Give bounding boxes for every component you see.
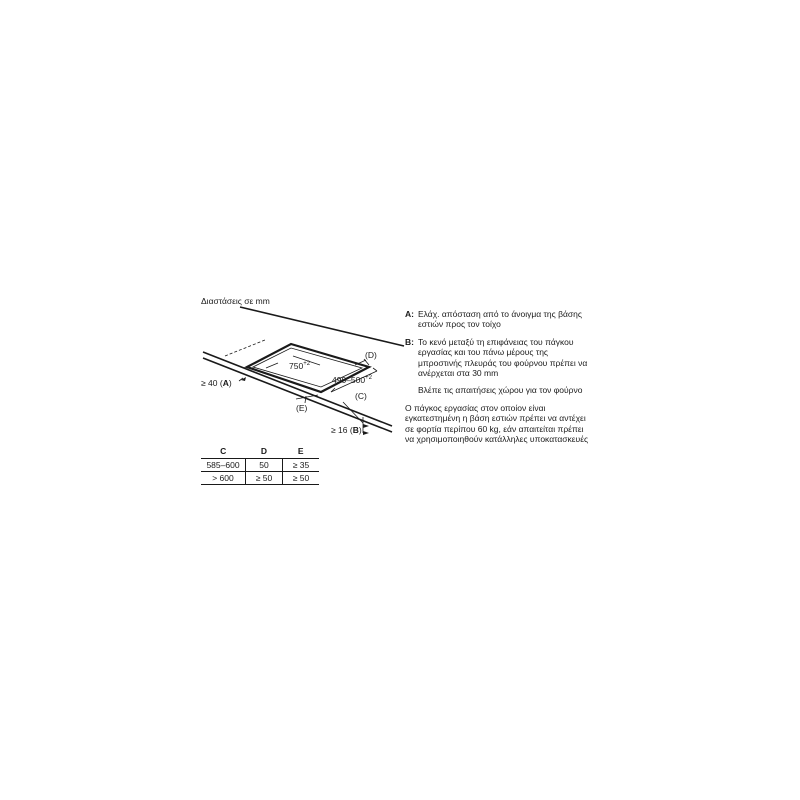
worktop-note: Ο πάγκος εργασίας στον οποίον είναι εγκατεστημένη η βάση εστιών πρέπει να αντέχει σε φορτία περίπου 60 kg, εάν απαιτείται πρέπει να χρησιμοποιηθούν κατάλληλες υποκατασκευές [405,402,589,445]
legend-notes [405,309,590,451]
dim-a-label: ≥ 40 (A) [201,378,232,388]
wall-dashed-line [225,340,265,356]
worktop-outline [203,307,404,432]
table-cell: 50 [246,459,283,472]
note-b-key: B: [405,336,414,347]
table-row [201,472,319,485]
table-header-row [201,445,319,459]
table-header-c: C [201,445,246,459]
table-header-e: E [283,445,320,459]
table-cell: > 600 [201,472,246,485]
table-row [201,459,319,472]
note-b-text: Το κενό μεταξύ τη επιφάνειας του πάγκου εργασίας και του πάνω μέρους της μπροστινής πλευράς του φούρνου πρέπει να ανέρχεται στα 30 mm [418,336,588,379]
table-cell: ≥ 50 [246,472,283,485]
cutout-width-label: $750^{+2}$ [289,361,311,371]
cutout-depth-label: $490-500^{+2}$ [332,375,372,385]
dim-d-label: (D) [365,350,377,360]
note-b [405,337,590,379]
table-cell: ≥ 35 [283,459,320,472]
dim-c-label: (C) [355,391,367,401]
clearance-table [201,445,319,485]
dim-b-label: ≥ 16 (B) [331,425,362,435]
table-header-d: D [246,445,283,459]
note-a [405,309,590,330]
table-cell: 585–600 [201,459,246,472]
dimensions-title: Διαστάσεις σε mm [201,296,270,306]
note-a-text: Ελάχ. απόσταση από το άνοιγμα της βάσης εστιών προς τον τοίχο [418,309,582,330]
table-cell: ≥ 50 [283,472,320,485]
note-a-key: A: [405,309,414,319]
dim-e-label: (E) [296,403,308,413]
note-b-extra: Βλέπε τις απαιτήσεις χώρου για τον φούρνο [418,385,583,396]
